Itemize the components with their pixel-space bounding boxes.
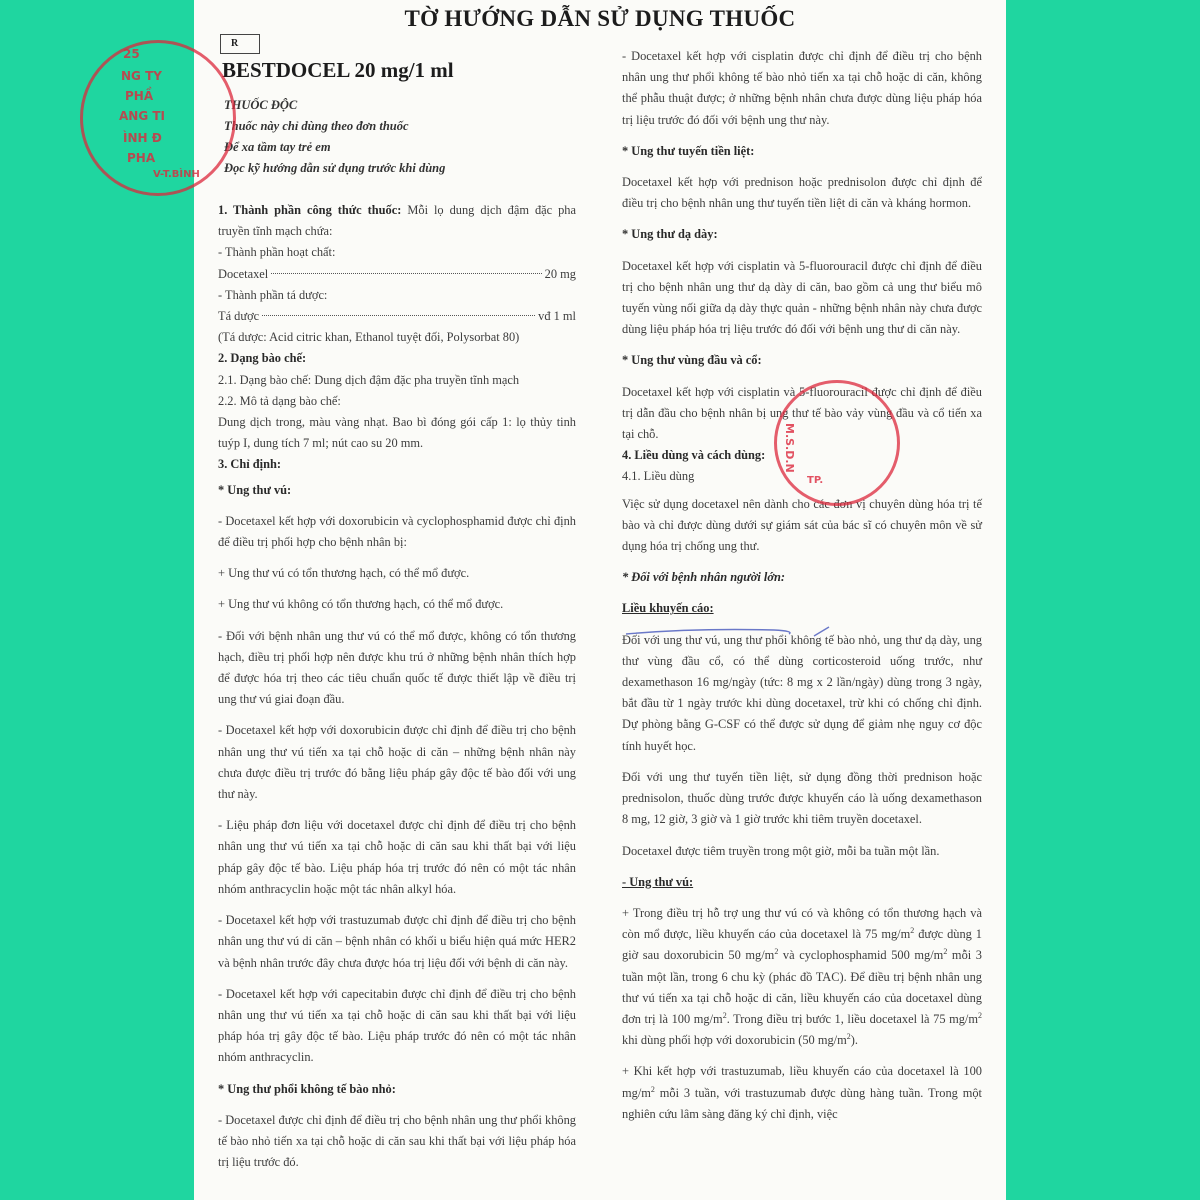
warning-read: Đọc kỹ hướng dẫn sử dụng trước khi dùng [224, 161, 446, 175]
stamp-frag: PHA [127, 151, 156, 165]
adult-heading: * Đối với bệnh nhân người lớn: [622, 570, 786, 585]
active-row [218, 264, 576, 285]
company-stamp-left [80, 40, 236, 196]
section-1-text: Mỗi lọ dung dịch đậm đặc pha truyền tĩnh mạch chứa: [218, 203, 576, 239]
r9-g: ). [850, 1033, 859, 1048]
indication-p8: - Docetaxel kết hợp với capecitabin được chỉ định để điều trị cho bệnh nhân ung thư vú tiến xa tại chỗ hoặc di căn sau khi thất bại với liệu pháp hóa trị gây độc tế bào. Liệu pháp trước đó nên có một tác nhân nhóm anthracyclin. [218, 986, 576, 1065]
indication-p9: - Docetaxel được chỉ định để điều trị cho bệnh nhân ung thư phổi không tế bào nhỏ tiến xa tại chỗ hoặc di căn sau khi thất bại với liệu pháp hóa trị liệu trước đó. [218, 1112, 576, 1170]
indication-p6: - Liệu pháp đơn liệu với docetaxel được chỉ định để điều trị cho bệnh nhân ung thư vú tiến xa tại chỗ hoặc di căn sau khi thất bại với liệu pháp gây độc tế bào. Liệu pháp hóa trị trước đó nên có một tác nhân nhóm anthracyclin hoặc một tác nhân alkyl hóa. [218, 818, 576, 896]
indication-p2: + Ung thư vú có tổn thương hạch, có thể mổ được. [218, 566, 470, 581]
section-2-heading: 2. Dạng bào chế: [218, 351, 307, 366]
excipient-name: Tá dược [218, 309, 260, 324]
warning-block [224, 95, 445, 179]
company-stamp-right [774, 380, 900, 506]
stamp-frag: ÌNH Đ [123, 131, 162, 145]
indication-p4: - Đối với bệnh nhân ung thư vú có thể mổ được, không có tổn thương hạch, điều trị phối hợp nên được khu trú ở những bệnh nhân thích hợp để được hóa trị theo các tiêu chuẩn quốc tế được thiết lập về điều trị ung thư vú giai đoạn đầu. [218, 628, 576, 707]
indication-p1: - Docetaxel kết hợp với doxorubicin và cyclophosphamid được chỉ định để điều trị phối hợp cho bệnh nhân bị: [218, 513, 576, 550]
section-1-heading: 1. Thành phần công thức thuốc: [218, 203, 402, 217]
dose-heading: Liều khuyến cáo: [622, 601, 714, 616]
section-2-1: 2.1. Dạng bào chế: Dung dịch đậm đặc pha truyền tĩnh mạch [218, 372, 520, 387]
dosing-r9 [622, 903, 982, 1051]
sup: 2 [846, 1032, 851, 1041]
active-value: 20 mg [544, 266, 576, 281]
breast2-heading: - Ung thư vú: [622, 874, 694, 889]
active-heading: - Thành phần hoạt chất: [218, 245, 336, 260]
breast-heading: * Ung thư vú: [218, 482, 292, 497]
indication-p7: - Docetaxel kết hợp với trastuzumab được chỉ định để điều trị cho bệnh nhân ung thư vú di căn – bệnh nhân có khối u biểu hiện quá mức HER2 và bệnh nhân trước đây chưa được hóa trị liệu đối với bệnh di căn này. [218, 913, 576, 970]
rx-box: R [220, 34, 260, 54]
dot-leader [271, 273, 541, 274]
active-name: Docetaxel [218, 266, 269, 281]
right-column [622, 46, 982, 1135]
dosing-r8: Docetaxel được tiêm truyền trong một giờ, mỗi ba tuần một lần. [622, 843, 940, 858]
indication-p3: + Ung thư vú không có tổn thương hạch, có thể mổ được. [218, 597, 504, 612]
section-4-heading: 4. Liều dùng và cách dùng: [622, 448, 766, 463]
warning-prescription: Thuốc này chỉ dùng theo đơn thuốc [224, 119, 409, 133]
indication-r2: Docetaxel kết hợp với prednison hoặc prednisolon được chỉ định để điều trị cho bệnh nhân ung thư tuyến tiền liệt di căn và kháng hormon. [622, 175, 982, 211]
dot-leader [262, 315, 535, 316]
sup: 2 [978, 1010, 982, 1020]
indication-r3: Docetaxel kết hợp với cisplatin và 5-fluorouracil được chỉ định để điều trị cho bệnh nhân ung thư dạ dày di căn, bao gồm cả ung thư biểu mô tuyến vùng nối giữa dạ dày thực quản - những bệnh nhân này chưa được dùng liệu pháp hóa trị liệu trước đó đối với bệnh ung thư di căn này. [622, 258, 982, 337]
warning-poison: THUỐC ĐỘC [224, 98, 298, 112]
sup: 2 [943, 947, 948, 957]
stamp-frag: 25 [123, 47, 140, 61]
indication-r4: Docetaxel kết hợp với cisplatin và 5-fluorouracil được chỉ định để điều trị dẫn đầu cho bệnh nhân bị ung thư tế bào vảy vùng đầu và cổ tiến xa tại chỗ. [622, 384, 982, 442]
sup: 2 [910, 925, 915, 935]
excipient-row [218, 306, 576, 327]
r9-f: khi dùng phối hợp với doxorubicin (50 mg/m [622, 1033, 847, 1048]
r9-d: mỗi 3 tuần một lần, trong 6 chu kỳ (phác đồ TAC). Để điều trị bệnh nhân ung thư vú tiến xa tại chỗ hoặc di căn, liều khuyến cáo của docetaxel dùng đơn trị là 100 mg/m [622, 948, 983, 1026]
section-1 [218, 200, 576, 242]
sup: 2 [722, 1010, 727, 1020]
excipient-value: vđ 1 ml [538, 309, 576, 324]
r9-e: . Trong điều trị bước 1, liều docetaxel là 75 mg/m [726, 1011, 978, 1026]
section-4-1: 4.1. Liều dùng [622, 469, 695, 484]
document-title: TỜ HƯỚNG DẪN SỬ DỤNG THUỐC [404, 6, 796, 31]
head-neck-heading: * Ung thư vùng đầu và cổ: [622, 353, 762, 368]
indication-p5: - Docetaxel kết hợp với doxorubicin được chỉ định để điều trị cho bệnh nhân ung thư vú tiến xa tại chỗ hoặc di căn – những bệnh nhân này chưa được điều trị trước đó bằng liệu pháp gây độc tế bào đối với ung thư này. [218, 723, 576, 802]
prostate-heading: * Ung thư tuyến tiền liệt: [622, 143, 755, 158]
stamp-frag: PHẦ [125, 89, 154, 103]
section-3-heading: 3. Chỉ định: [218, 457, 282, 472]
left-column [218, 200, 576, 1183]
dosing-r6: Đối với ung thư vú, ung thư phổi không tế bào nhỏ, ung thư dạ dày, ung thư vùng đầu cổ, có thể dùng corticosteroid uống trước, như dexamethason 16 mg/ngày (tức: 8 mg x 2 lần/ngày) dùng trong 3 ngày, bắt đầu từ 1 ngày trước khi dùng docetaxel, trừ khi có chống chỉ định. Dự phòng bằng G-CSF có thể được sử dụng để giảm nhẹ nguy cơ độc tính huyết học. [622, 632, 982, 753]
section-2-2: 2.2. Mô tả dạng bào chế: [218, 393, 341, 408]
section-2-desc: Dung dịch trong, màu vàng nhạt. Bao bì đóng gói cấp 1: lọ thủy tinh tuýp I, dung tích 7 ml; nút cao su 20 mm. [218, 415, 576, 451]
dosing-r7: Đối với ung thư tuyến tiền liệt, sử dụng đồng thời prednison hoặc prednisolon, thuốc dùng trước được khuyến cáo là uống dexamethason 8 mg, 12 giờ, 3 giờ và 1 giờ trước khi tiêm truyền docetaxel. [622, 769, 982, 827]
stamp-frag: ANG TI [119, 109, 166, 123]
indication-r1: - Docetaxel kết hợp với cisplatin được chỉ định để điều trị cho bệnh nhân ung thư phổi không tế bào nhỏ tiến xa tại chỗ hoặc di căn, không thể phẫu thuật được; ở những bệnh nhân chưa được dùng liệu pháp hóa trị liệu trước đó đối với bệnh ung thư này. [622, 49, 982, 127]
lung-heading: * Ung thư phổi không tế bào nhỏ: [218, 1081, 396, 1096]
stamp-frag: TP. [807, 475, 824, 486]
dosing-r5: Việc sử dụng docetaxel nên dành cho các đơn vị chuyên dùng hóa trị tế bào và chỉ được dùng dưới sự giám sát của bác sĩ có chuyên môn về sử dụng hóa trị chống ung thư. [622, 496, 982, 554]
stamp-frag: M.S.D.N [783, 423, 796, 473]
product-name: BESTDOCEL 20 mg/1 ml [222, 58, 454, 82]
r9-a: + Trong điều trị hỗ trợ ung thư vú có và không có tổn thương hạch và còn mổ được, liều khuyến cáo của docetaxel là 75 mg/m [622, 905, 982, 942]
excipient-heading: - Thành phần tá dược: [218, 287, 328, 302]
stamp-frag: NG TY [121, 69, 162, 83]
r9-c: và cyclophosphamid 500 mg/m [778, 948, 944, 963]
excipient-list: (Tá dược: Acid citric khan, Ethanol tuyệt đối, Polysorbat 80) [218, 330, 520, 345]
stamp-frag: V-T.BÌNH [153, 169, 200, 180]
pen-annotation [624, 622, 854, 642]
dosing-r10 [622, 1061, 982, 1125]
document-page [194, 0, 1006, 1200]
r10-a: + Khi kết hợp với trastuzumab, liều khuyến cáo của docetaxel là 100 mg/m [622, 1064, 982, 1100]
r9-b: được dùng 1 giờ sau doxorubicin 50 mg/m [622, 927, 983, 963]
sup: 2 [774, 947, 779, 957]
stomach-heading: * Ung thư dạ dày: [622, 227, 718, 242]
sup: 2 [650, 1084, 655, 1094]
warning-children: Để xa tầm tay trẻ em [224, 140, 331, 154]
r10-b: mỗi 3 tuần, với trastuzumab được dùng hàng tuần. Trong một nghiên cứu lâm sàng đăng ký chỉ định, việc [622, 1085, 982, 1121]
